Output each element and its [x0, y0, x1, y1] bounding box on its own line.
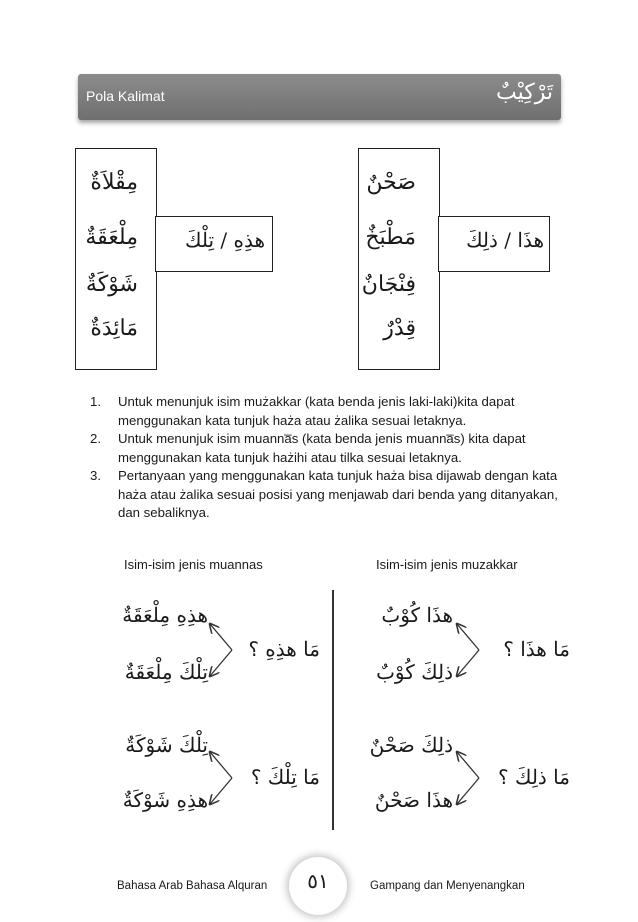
section-title: Pola Kalimat: [86, 88, 165, 104]
note-text: Untuk menunjuk isim muanna̅s (kata benda jenis muanna̅s) kita dapat menggunakan kata tunjuk hażihi atau tilka sesuai letaknya.: [118, 431, 526, 465]
masc-example-1-answer-bottom: ذلِكَ كُوْبٌ: [376, 660, 453, 684]
note-number: 2.: [90, 431, 101, 446]
note-text: Pertanyaan yang menggunakan kata tunjuk hażа bisa dijawab dengan kata hażа atau żalika sesuai posisi yang menjawab dari benda yang ditanyakan, dan sebaliknya.: [118, 468, 558, 520]
fem-example-2-question: مَا تِلْكَ ؟: [250, 765, 320, 789]
arrow-fem1-top: [210, 624, 232, 650]
footer-left-text: Bahasa Arab Bahasa Alquran: [117, 880, 268, 892]
note-text: Untuk menunjuk isim mużakkar (kata benda jenis laki-laki)kita dapat menggunakan kata tunjuk hażа atau żalika sesuai letaknya.: [118, 394, 515, 428]
fem-example-1-answer-bottom: تِلْكَ مِلْعَقَةٌ: [124, 660, 208, 684]
masculine-pronoun: هذَا / ذلِكَ: [466, 228, 544, 252]
masc-example-2-answer-bottom: هذَا صَحْنٌ: [374, 788, 453, 812]
arrow-fem2-bottom: [210, 778, 232, 804]
fem-example-2-answer-top: تِلْكَ شَوْكَةٌ: [125, 733, 208, 757]
masculine-word-4: قِدْرٌ: [383, 316, 416, 341]
feminine-pronoun: هذِهِ / تِلْكَ: [184, 228, 265, 252]
arrow-fem1-bottom: [210, 650, 232, 676]
masculine-word-3: فِنْجَانٌ: [361, 272, 416, 297]
page-number: ٥١: [307, 869, 329, 893]
arrow-masc2-top: [457, 752, 479, 778]
fem-example-1-answer-top: هذِهِ مِلْعَقَةٌ: [122, 603, 208, 627]
note-number: 3.: [90, 468, 101, 483]
masc-example-2-question: مَا ذلِكَ ؟: [498, 765, 570, 789]
section-title-arabic: تَرْكِيْبٌ: [496, 80, 553, 105]
fem-example-1-question: مَا هذِهِ ؟: [248, 637, 320, 661]
arrow-masc2-bottom: [457, 778, 479, 804]
arrow-masc1-bottom: [457, 650, 479, 676]
note-number: 1.: [90, 394, 101, 409]
masculine-word-1: صَحْنٌ: [366, 170, 416, 195]
masculine-column-heading: Isim-isim jenis muzakkar: [376, 557, 518, 572]
masculine-word-2: مَطْبَخٌ: [365, 225, 416, 250]
masc-example-2-answer-top: ذلِكَ صَحْنٌ: [369, 733, 453, 757]
feminine-word-4: مَائِدَةٌ: [90, 316, 138, 341]
fem-example-2-answer-bottom: هذِهِ شَوْكَةٌ: [122, 788, 208, 812]
feminine-word-2: مِلْعَقَةٌ: [85, 225, 138, 250]
feminine-word-3: شَوْكَةٌ: [85, 272, 138, 297]
arrow-fem2-top: [210, 752, 232, 778]
arrow-masc1-top: [457, 624, 479, 650]
feminine-word-1: مِقْلاَةٌ: [90, 170, 138, 195]
masc-example-1-answer-top: هذَا كُوْبٌ: [381, 603, 453, 627]
masc-example-1-question: مَا هذَا ؟: [503, 637, 570, 661]
footer-right-text: Gampang dan Menyenangkan: [370, 880, 525, 892]
page-number-badge: [289, 857, 347, 915]
feminine-column-heading: Isim-isim jenis muannas: [124, 557, 263, 572]
